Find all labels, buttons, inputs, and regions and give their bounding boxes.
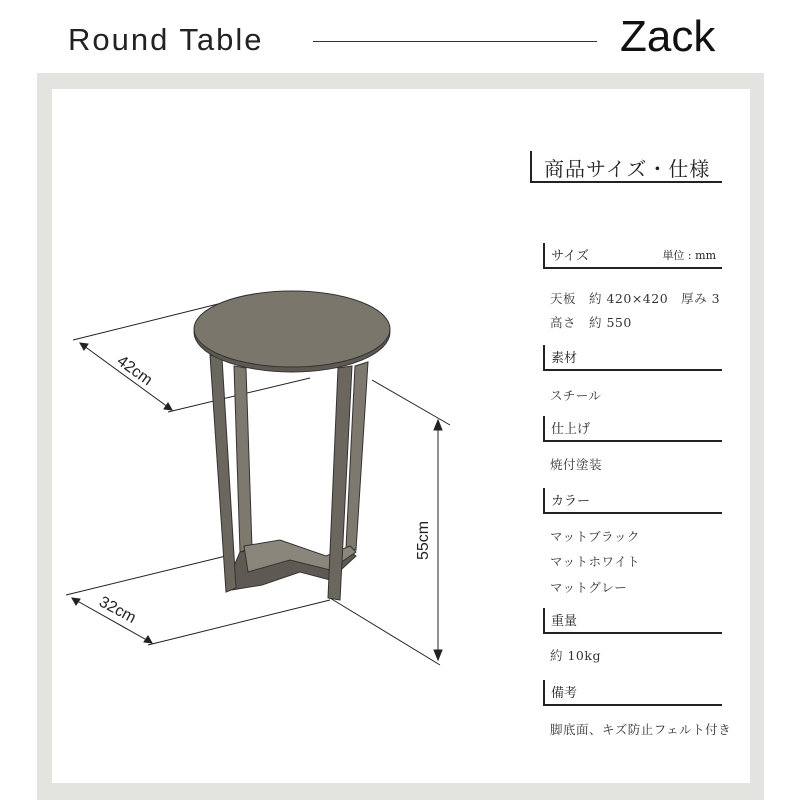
color-value-1: マットブラック <box>550 529 640 544</box>
material-value: スチール <box>550 388 602 403</box>
dimension-bottom-label: 32cm <box>96 593 139 627</box>
section-material <box>543 345 722 371</box>
section-notes <box>543 680 722 706</box>
section-color <box>543 488 722 514</box>
size-line-1: 天板 約 420×420 厚み 3 <box>550 291 721 306</box>
size-unit: 単位 : mm <box>662 249 716 262</box>
section-size <box>543 243 722 269</box>
table-legs <box>210 355 368 600</box>
dimension-top-label: 42cm <box>113 352 156 390</box>
section-finish <box>543 416 722 442</box>
color-value-2: マットホワイト <box>550 554 641 569</box>
section-material-label: 素材 <box>551 351 578 366</box>
section-notes-label: 備考 <box>551 686 578 701</box>
section-color-label: カラー <box>551 494 591 509</box>
page-title: Round Table <box>68 22 264 57</box>
section-finish-label: 仕上げ <box>551 422 591 437</box>
weight-value: 約 10kg <box>550 648 601 663</box>
spec-heading <box>530 151 722 183</box>
section-size-label: サイズ <box>551 249 589 264</box>
notes-value: 脚底面、キズ防止フェルト付き <box>550 722 732 737</box>
table-top <box>194 291 390 372</box>
color-value-3: マットグレー <box>550 580 628 595</box>
finish-value: 焼付塗装 <box>550 457 603 472</box>
brand-name: Zack <box>620 12 716 61</box>
size-line-2: 高さ 約 550 <box>550 315 632 330</box>
section-weight <box>543 608 722 634</box>
spec-heading-text: 商品サイズ・仕様 <box>544 157 711 181</box>
dimension-height-label: 55cm <box>415 520 432 560</box>
section-weight-label: 重量 <box>551 614 578 629</box>
